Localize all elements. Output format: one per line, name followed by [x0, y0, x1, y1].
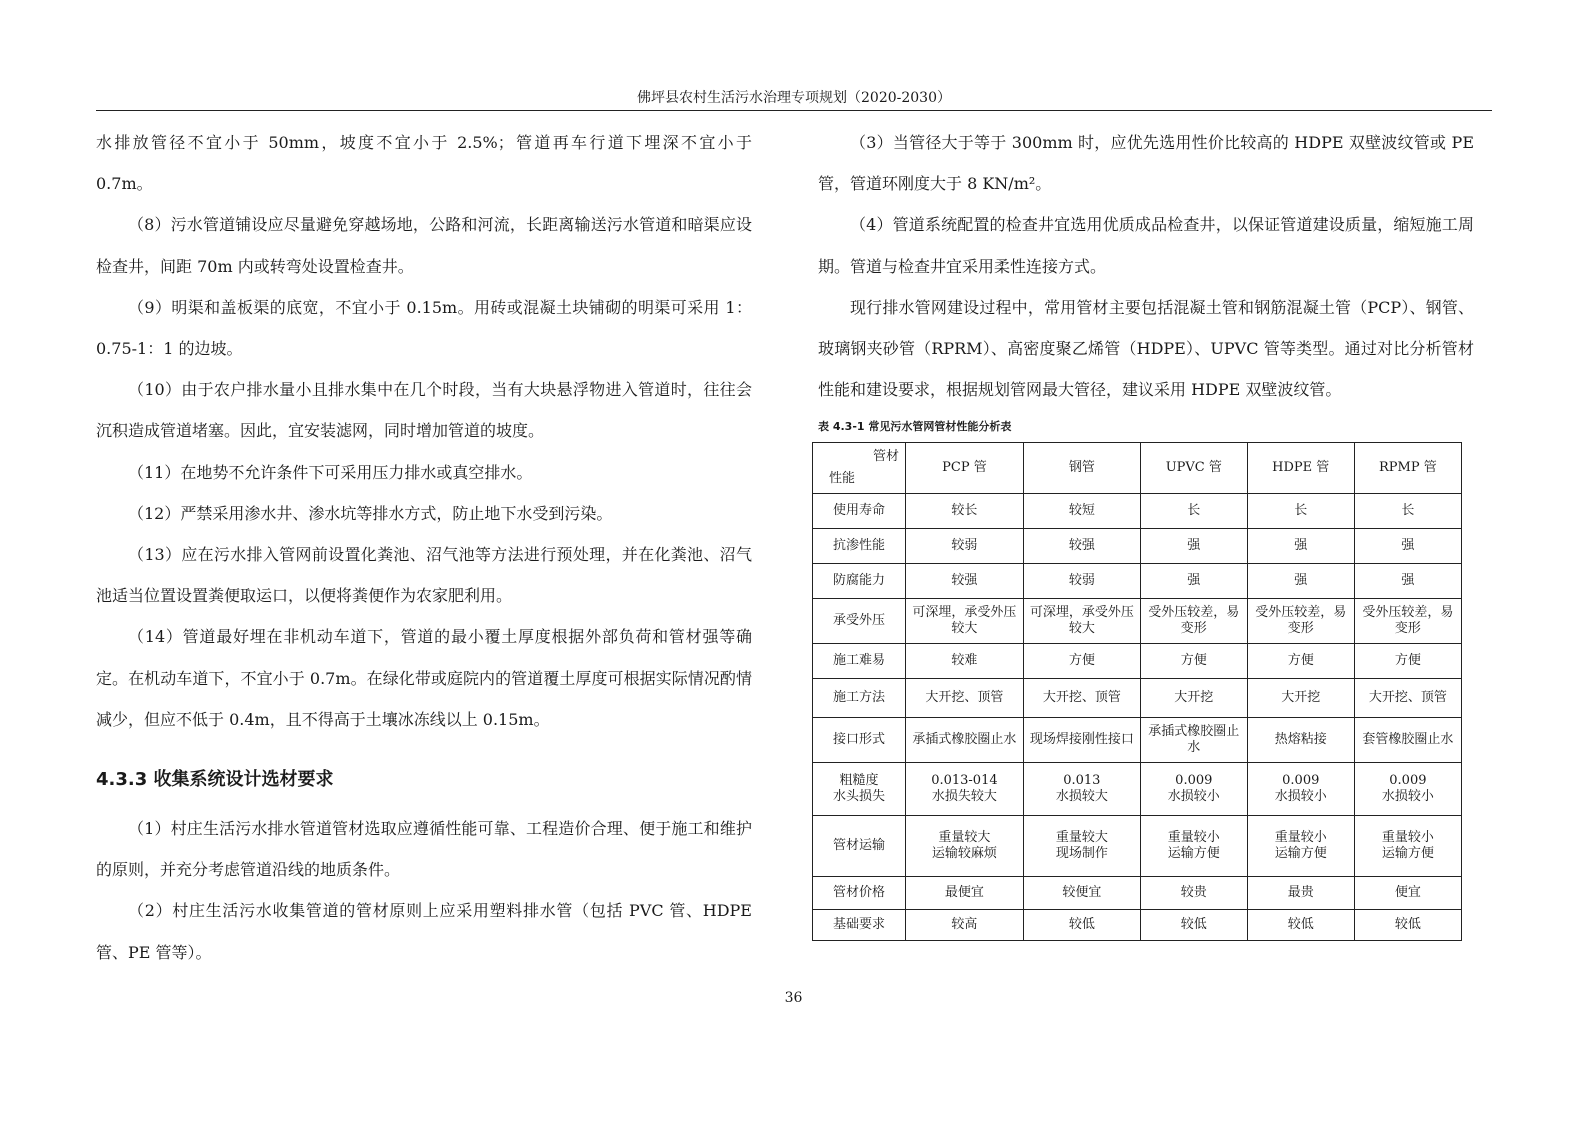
table-cell: 0.013-014 水损失较大 [906, 763, 1024, 816]
table-row [813, 679, 1462, 718]
table-cell: 受外压较差，易变形 [1354, 599, 1461, 644]
table-cell: 方便 [1354, 644, 1461, 679]
table-cell: 0.009 水损较小 [1354, 763, 1461, 816]
table-cell: 大开挖 [1247, 679, 1354, 718]
row-label: 施工方法 [813, 679, 906, 718]
header-rule [96, 110, 1492, 111]
row-label: 防腐能力 [813, 564, 906, 599]
table-row [813, 599, 1462, 644]
paragraph-9: （9）明渠和盖板渠的底宽，不宜小于 0.15m。用砖或混凝土块铺砌的明渠可采用 1：0.75-1：1 的边坡。 [96, 297, 752, 359]
table-cell: 热熔粘接 [1247, 718, 1354, 763]
table-row [813, 763, 1462, 816]
table-cell: 强 [1140, 529, 1247, 564]
paragraph-14: （14）管道最好埋在非机动车道下，管道的最小覆土厚度根据外部负荷和管材强等确定。在机动车道下，不宜小于 0.7m。在绿化带或庭院内的管道覆土厚度可根据实际情况酌情减少，但应不低于 0.4m，且不得高于土壤冰冻线以上 0.15m。 [96, 627, 752, 729]
table-cell: 强 [1247, 564, 1354, 599]
table-row [813, 529, 1462, 564]
table-cell: 可深埋，承受外压较大 [1023, 599, 1140, 644]
corner-cell [813, 443, 906, 494]
table-cell: 较高 [906, 910, 1024, 941]
table-cell: 较低 [1140, 910, 1247, 941]
paragraph-s5: 现行排水管网建设过程中，常用管材主要包括混凝土管和钢筋混凝土管（PCP）、钢管、玻璃钢夹砂管（RPRM）、高密度聚乙烯管（HDPE）、UPVC 管等类型。通过对比分析管材性能和建设要求，根据规划管网最大管径，建议采用 HDPE 双壁波纹管。 [818, 297, 1474, 400]
row-label: 基础要求 [813, 910, 906, 941]
paragraph-8: （8）污水管道铺设应尽量避免穿越场地，公路和河流，长距离输送污水管道和暗渠应设检查井，间距 70m 内或转弯处设置检查井。 [96, 215, 752, 276]
table-row [813, 910, 1462, 941]
table-row [813, 816, 1462, 877]
table-cell: 重量较小 运输方便 [1140, 816, 1247, 877]
pipe-material-table [812, 442, 1462, 941]
row-label: 粗糙度 水头损失 [813, 763, 906, 816]
row-label: 使用寿命 [813, 494, 906, 529]
table-cell: 大开挖、顶管 [1354, 679, 1461, 718]
table-cell: 方便 [1247, 644, 1354, 679]
paragraph-s4: （4）管道系统配置的检查井宜选用优质成品检查井，以保证管道建设质量，缩短施工周期。管道与检查井宜采用柔性连接方式。 [818, 215, 1474, 276]
page-header: 佛坪县农村生活污水治理专项规划（2020-2030） [637, 90, 951, 106]
table-cell: 承插式橡胶圈止水 [906, 718, 1024, 763]
paragraph-12: （12）严禁采用渗水井、渗水坑等排水方式，防止地下水受到污染。 [128, 503, 613, 523]
table-row [813, 564, 1462, 599]
table-cell: 较短 [1023, 494, 1140, 529]
left-column [96, 122, 752, 973]
table-cell: 较强 [906, 564, 1024, 599]
table-cell: 较弱 [906, 529, 1024, 564]
table-cell: 0.013 水损较大 [1023, 763, 1140, 816]
paragraph-continuation: 水排放管径不宜小于 50mm，坡度不宜小于 2.5%；管道再车行道下埋深不宜小于 [96, 133, 752, 152]
right-column [818, 122, 1474, 941]
row-label: 管材运输 [813, 816, 906, 877]
table-cell: 现场焊接刚性接口 [1023, 718, 1140, 763]
row-label: 施工难易 [813, 644, 906, 679]
table-row [813, 494, 1462, 529]
table-cell: 强 [1354, 564, 1461, 599]
column-header: HDPE 管 [1247, 443, 1354, 494]
table-cell: 方便 [1140, 644, 1247, 679]
section-heading: 4.3.3 收集系统设计选材要求 [96, 769, 334, 791]
table-cell: 长 [1247, 494, 1354, 529]
table-cell: 强 [1354, 529, 1461, 564]
paragraph-s2: （2）村庄生活污水收集管道的管材原则上应采用塑料排水管（包括 PVC 管、HDPE 管、PE 管等）。 [96, 901, 752, 962]
table-cell: 可深埋，承受外压较大 [906, 599, 1024, 644]
row-label: 接口形式 [813, 718, 906, 763]
page-number: 36 [784, 990, 803, 1006]
table-cell: 较贵 [1140, 877, 1247, 910]
table-cell: 最贵 [1247, 877, 1354, 910]
table-cell: 较低 [1354, 910, 1461, 941]
table-cell: 强 [1140, 564, 1247, 599]
table-cell: 长 [1140, 494, 1247, 529]
table-row [813, 718, 1462, 763]
row-label: 抗渗性能 [813, 529, 906, 564]
paragraph-continuation-end: 0.7m。 [96, 174, 153, 194]
table-cell: 0.009 水损较小 [1247, 763, 1354, 816]
corner-bottom-label: 性能 [829, 471, 856, 487]
paragraph-s1: （1）村庄生活污水排水管道管材选取应遵循性能可靠、工程造价合理、便于施工和维护的原则，并充分考虑管道沿线的地质条件。 [96, 819, 752, 880]
column-header: UPVC 管 [1140, 443, 1247, 494]
table-cell: 重量较小 运输方便 [1247, 816, 1354, 877]
table-cell: 最便宜 [906, 877, 1024, 910]
paragraph-10: （10）由于农户排水量小且排水集中在几个时段，当有大块悬浮物进入管道时，往往会沉积造成管道堵塞。因此，宜安装滤网，同时增加管道的坡度。 [96, 380, 752, 441]
table-cell: 重量较小 运输方便 [1354, 816, 1461, 877]
table-cell: 长 [1354, 494, 1461, 529]
table-cell: 大开挖、顶管 [906, 679, 1024, 718]
row-label: 承受外压 [813, 599, 906, 644]
table-cell: 较难 [906, 644, 1024, 679]
table-cell: 较强 [1023, 529, 1140, 564]
table-cell: 承插式橡胶圈止水 [1140, 718, 1247, 763]
table-row [813, 877, 1462, 910]
table-cell: 大开挖、顶管 [1023, 679, 1140, 718]
table-caption: 表 4.3-1 常见污水管网管材性能分析表 [818, 420, 1012, 434]
table-cell: 较弱 [1023, 564, 1140, 599]
table-cell: 重量较大 现场制作 [1023, 816, 1140, 877]
table-cell: 受外压较差，易变形 [1140, 599, 1247, 644]
table-cell: 便宜 [1354, 877, 1461, 910]
column-header: PCP 管 [906, 443, 1024, 494]
row-label: 管材价格 [813, 877, 906, 910]
table-cell: 较便宜 [1023, 877, 1140, 910]
table-cell: 较低 [1023, 910, 1140, 941]
table-cell: 0.009 水损较小 [1140, 763, 1247, 816]
column-header: 钢管 [1023, 443, 1140, 494]
table-cell: 强 [1247, 529, 1354, 564]
column-header: RPMP 管 [1354, 443, 1461, 494]
table-cell: 方便 [1023, 644, 1140, 679]
table-row [813, 644, 1462, 679]
table-cell: 较长 [906, 494, 1024, 529]
table-cell: 大开挖 [1140, 679, 1247, 718]
table-cell: 套管橡胶圈止水 [1354, 718, 1461, 763]
paragraph-13: （13）应在污水排入管网前设置化粪池、沼气池等方法进行预处理，并在化粪池、沼气池适当位置设置粪便取运口，以便将粪便作为农家肥利用。 [96, 545, 752, 606]
table-cell: 受外压较差，易变形 [1247, 599, 1354, 644]
table-cell: 重量较大 运输较麻烦 [906, 816, 1024, 877]
table-cell: 较低 [1247, 910, 1354, 941]
table-header-row [813, 443, 1462, 494]
paragraph-11: （11）在地势不允许条件下可采用压力排水或真空排水。 [128, 462, 533, 482]
corner-top-label: 管材 [872, 449, 899, 465]
paragraph-s3: （3）当管径大于等于 300mm 时，应优先选用性价比较高的 HDPE 双壁波纹管或 PE 管，管道环刚度大于 8 KN/m²。 [818, 133, 1474, 194]
